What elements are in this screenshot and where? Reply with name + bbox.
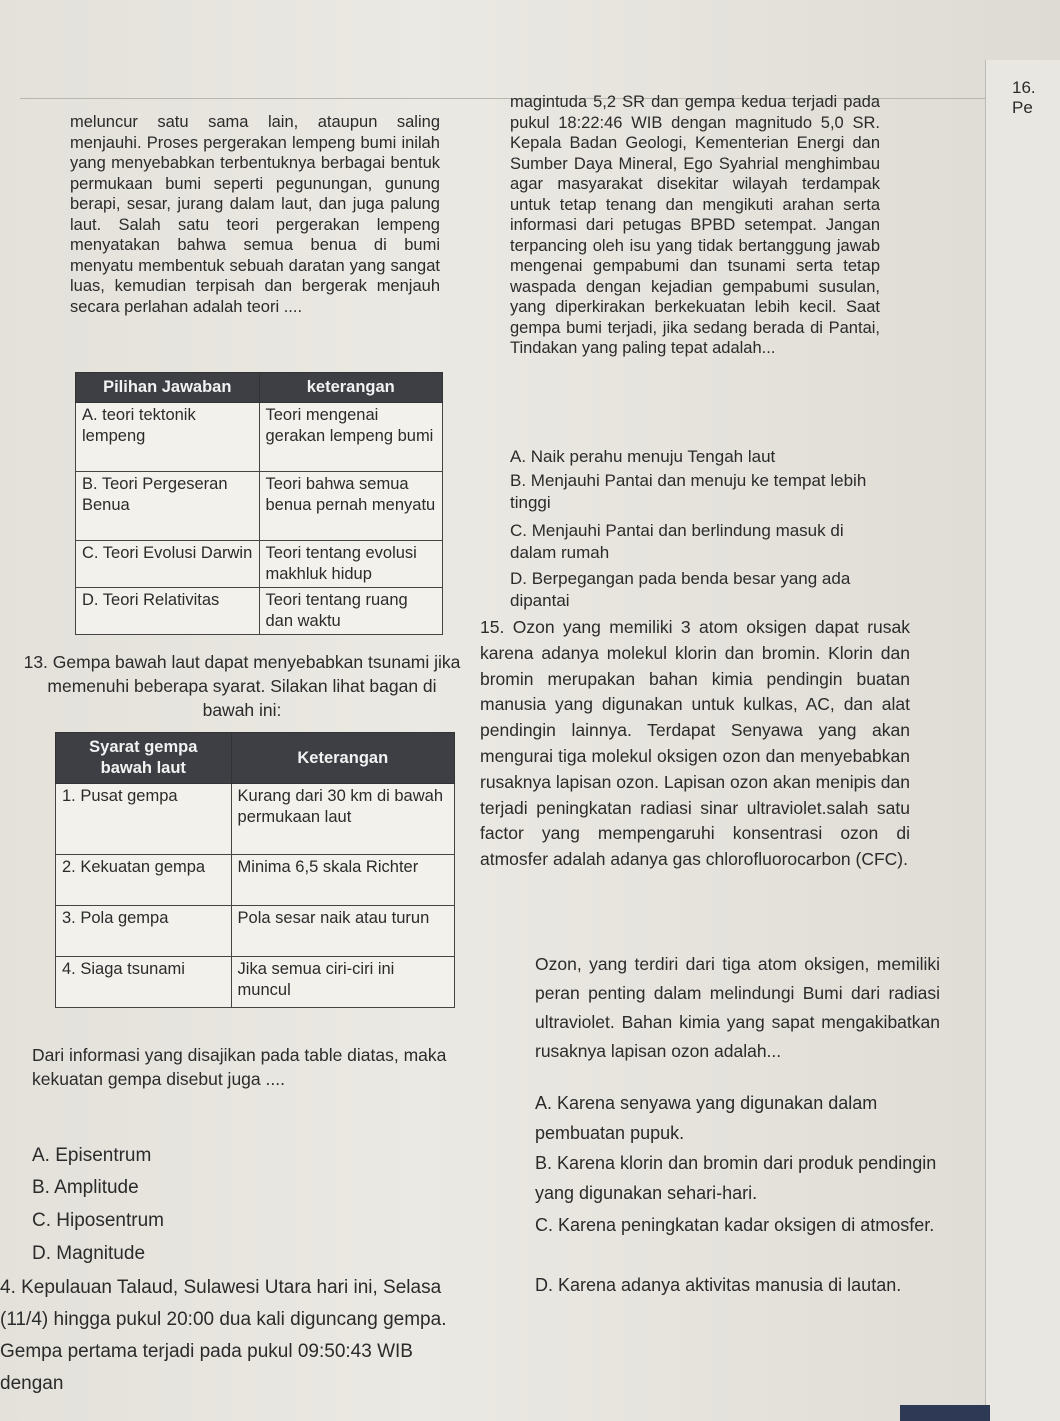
table-row [76,588,443,635]
table-cell: Kurang dari 30 km di bawah permukaan laut [231,784,454,855]
question-15-text: 15. Ozon yang memiliki 3 atom oksigen dapat rusak karena adanya molekul klorin dan bromin. Klorin dan bromin merupakan bahan kimia pendingin buatan manusia yang digunakan untuk kulkas, AC, dan alat pendingin lainnya. Terdapat Senyawa yang akan mengurai tiga molekul oksigen ozon dan menyebabkan rusaknya lapisan ozon. Lapisan ozon akan menipis dan terjadi peningkatan radiasi sinar ultraviolet.salah satu factor yang mempengaruhi konsentrasi ozon di atmosfer adalah adanya gas chlorofluorocarbon (CFC). [480,617,911,870]
left-paragraph: meluncur satu sama lain, ataupun saling menjauhi. Proses pergerakan lempeng bumi inilah yang menyebabkan terbentuknya berbagai bentuk permukaan bumi seperti pegunungan, gunung berapi, sesar, jurang dalam laut, dan juga palung laut. Salah satu teori pergerakan lempeng menyatakan bahwa semua benua di bumi menyatu membentuk sebuah daratan yang sangat luas, kemudian terpisah dan bergerak menjauh secara perlahan adalah teori .... [70,113,440,316]
q14-option-c: C. Menjauhi Pantai dan berlindung masuk di dalam rumah [510,521,844,562]
q15-option-c: C. Karena peningkatan kadar oksigen di atmosfer. [535,1215,935,1235]
question-15-text2: Ozon, yang terdiri dari tiga atom oksigen, memiliki peran penting dalam melindungi Bumi dari radiasi ultraviolet. Bahan kimia yang sapat mengakibatkan rusaknya lapisan ozon adalah... [535,954,940,1061]
table-row [76,472,443,541]
question-13-text: 13. Gempa bawah laut dapat menyebabkan tsunami jika memenuhi beberapa syarat. Silakan lihat bagan di bawah ini: [23,652,461,720]
table-header: Pilihan Jawaban [76,373,260,403]
right-paragraph: magintuda 5,2 SR dan gempa kedua terjadi pada pukul 18:22:46 WIB dengan magnitudo 5,0 SR. Kepala Badan Geologi, Kementerian Energi dan Sumber Daya Mineral, Ego Syahrial menghimbau agar masyarakat disekitar wilayah terdampak untuk tetap tenang dan mengikuti arahan serta informasi dari petugas BPBD setempat. Jangan terpancing oleh isu yang tidak bertanggung jawab mengenai gempabumi dan tsunami serta tetap waspada dengan kejadian gempabumi susulan, yang diperkirakan berkekuatan lebih kecil. Saat gempa bumi terjadi, jika sedang berada di Pantai, Tindakan yang paling tepat adalah... [510,93,880,357]
table-cell: 1. Pusat gempa [56,784,232,855]
table-cell: C. Teori Evolusi Darwin [76,541,260,588]
table-cell: Pola sesar naik atau turun [231,906,454,957]
table-header: Syarat gempa bawah laut [56,733,232,784]
question-13-after: Dari informasi yang disajikan pada table diatas, maka kekuatan gempa disebut juga .... [32,1045,447,1089]
tsunami-condition-table [55,732,455,1008]
table-cell: 4. Siaga tsunami [56,957,232,1008]
question-14-text: 4. Kepulauan Talaud, Sulawesi Utara hari ini, Selasa (11/4) hingga pukul 20:00 dua kali diguncang gempa. Gempa pertama terjadi pada pukul 09:50:43 WIB dengan [0,1277,447,1394]
table-cell: D. Teori Relativitas [76,588,260,635]
q15-option-a: A. Karena senyawa yang digunakan dalam pembuatan pupuk. [535,1093,878,1143]
table-cell: Teori bahwa semua benua pernah menyatu [259,472,443,541]
table-cell: Teori tentang ruang dan waktu [259,588,443,635]
q15-option-d: D. Karena adanya aktivitas manusia di lautan. [535,1275,902,1295]
table-row [56,855,455,906]
next-page-number: 16. Pe [1012,78,1036,117]
table-row [76,541,443,588]
table-header: keterangan [259,373,443,403]
bottom-logo-strip [900,1405,990,1421]
table-header: Keterangan [231,733,454,784]
table-cell: Jika semua ciri-ciri ini muncul [231,957,454,1008]
table-row [76,403,443,472]
answer-choice-table [75,372,443,635]
q14-option-b: B. Menjauhi Pantai dan menuju ke tempat lebih tinggi [510,471,867,512]
option-c: C. Hiposentrum [32,1210,164,1231]
option-a: A. Episentrum [32,1145,152,1166]
table-row [56,784,455,855]
table-cell: A. teori tektonik lempeng [76,403,260,472]
table-cell: Teori mengenai gerakan lempeng bumi [259,403,443,472]
table-cell: Minima 6,5 skala Richter [231,855,454,906]
table-cell: B. Teori Pergeseran Benua [76,472,260,541]
table-cell: 3. Pola gempa [56,906,232,957]
q14-option-a: A. Naik perahu menuju Tengah laut [510,447,776,466]
table-row [56,957,455,1008]
option-b: B. Amplitude [32,1177,139,1198]
option-d: D. Magnitude [32,1243,146,1264]
q15-option-b: B. Karena klorin dan bromin dari produk pendingin yang digunakan sehari-hari. [535,1153,937,1203]
table-cell: 2. Kekuatan gempa [56,855,232,906]
q14-option-d: D. Berpegangan pada benda besar yang ada dipantai [510,569,851,610]
next-page-edge [985,60,1060,1421]
table-row [56,906,455,957]
table-cell: Teori tentang evolusi makhluk hidup [259,541,443,588]
